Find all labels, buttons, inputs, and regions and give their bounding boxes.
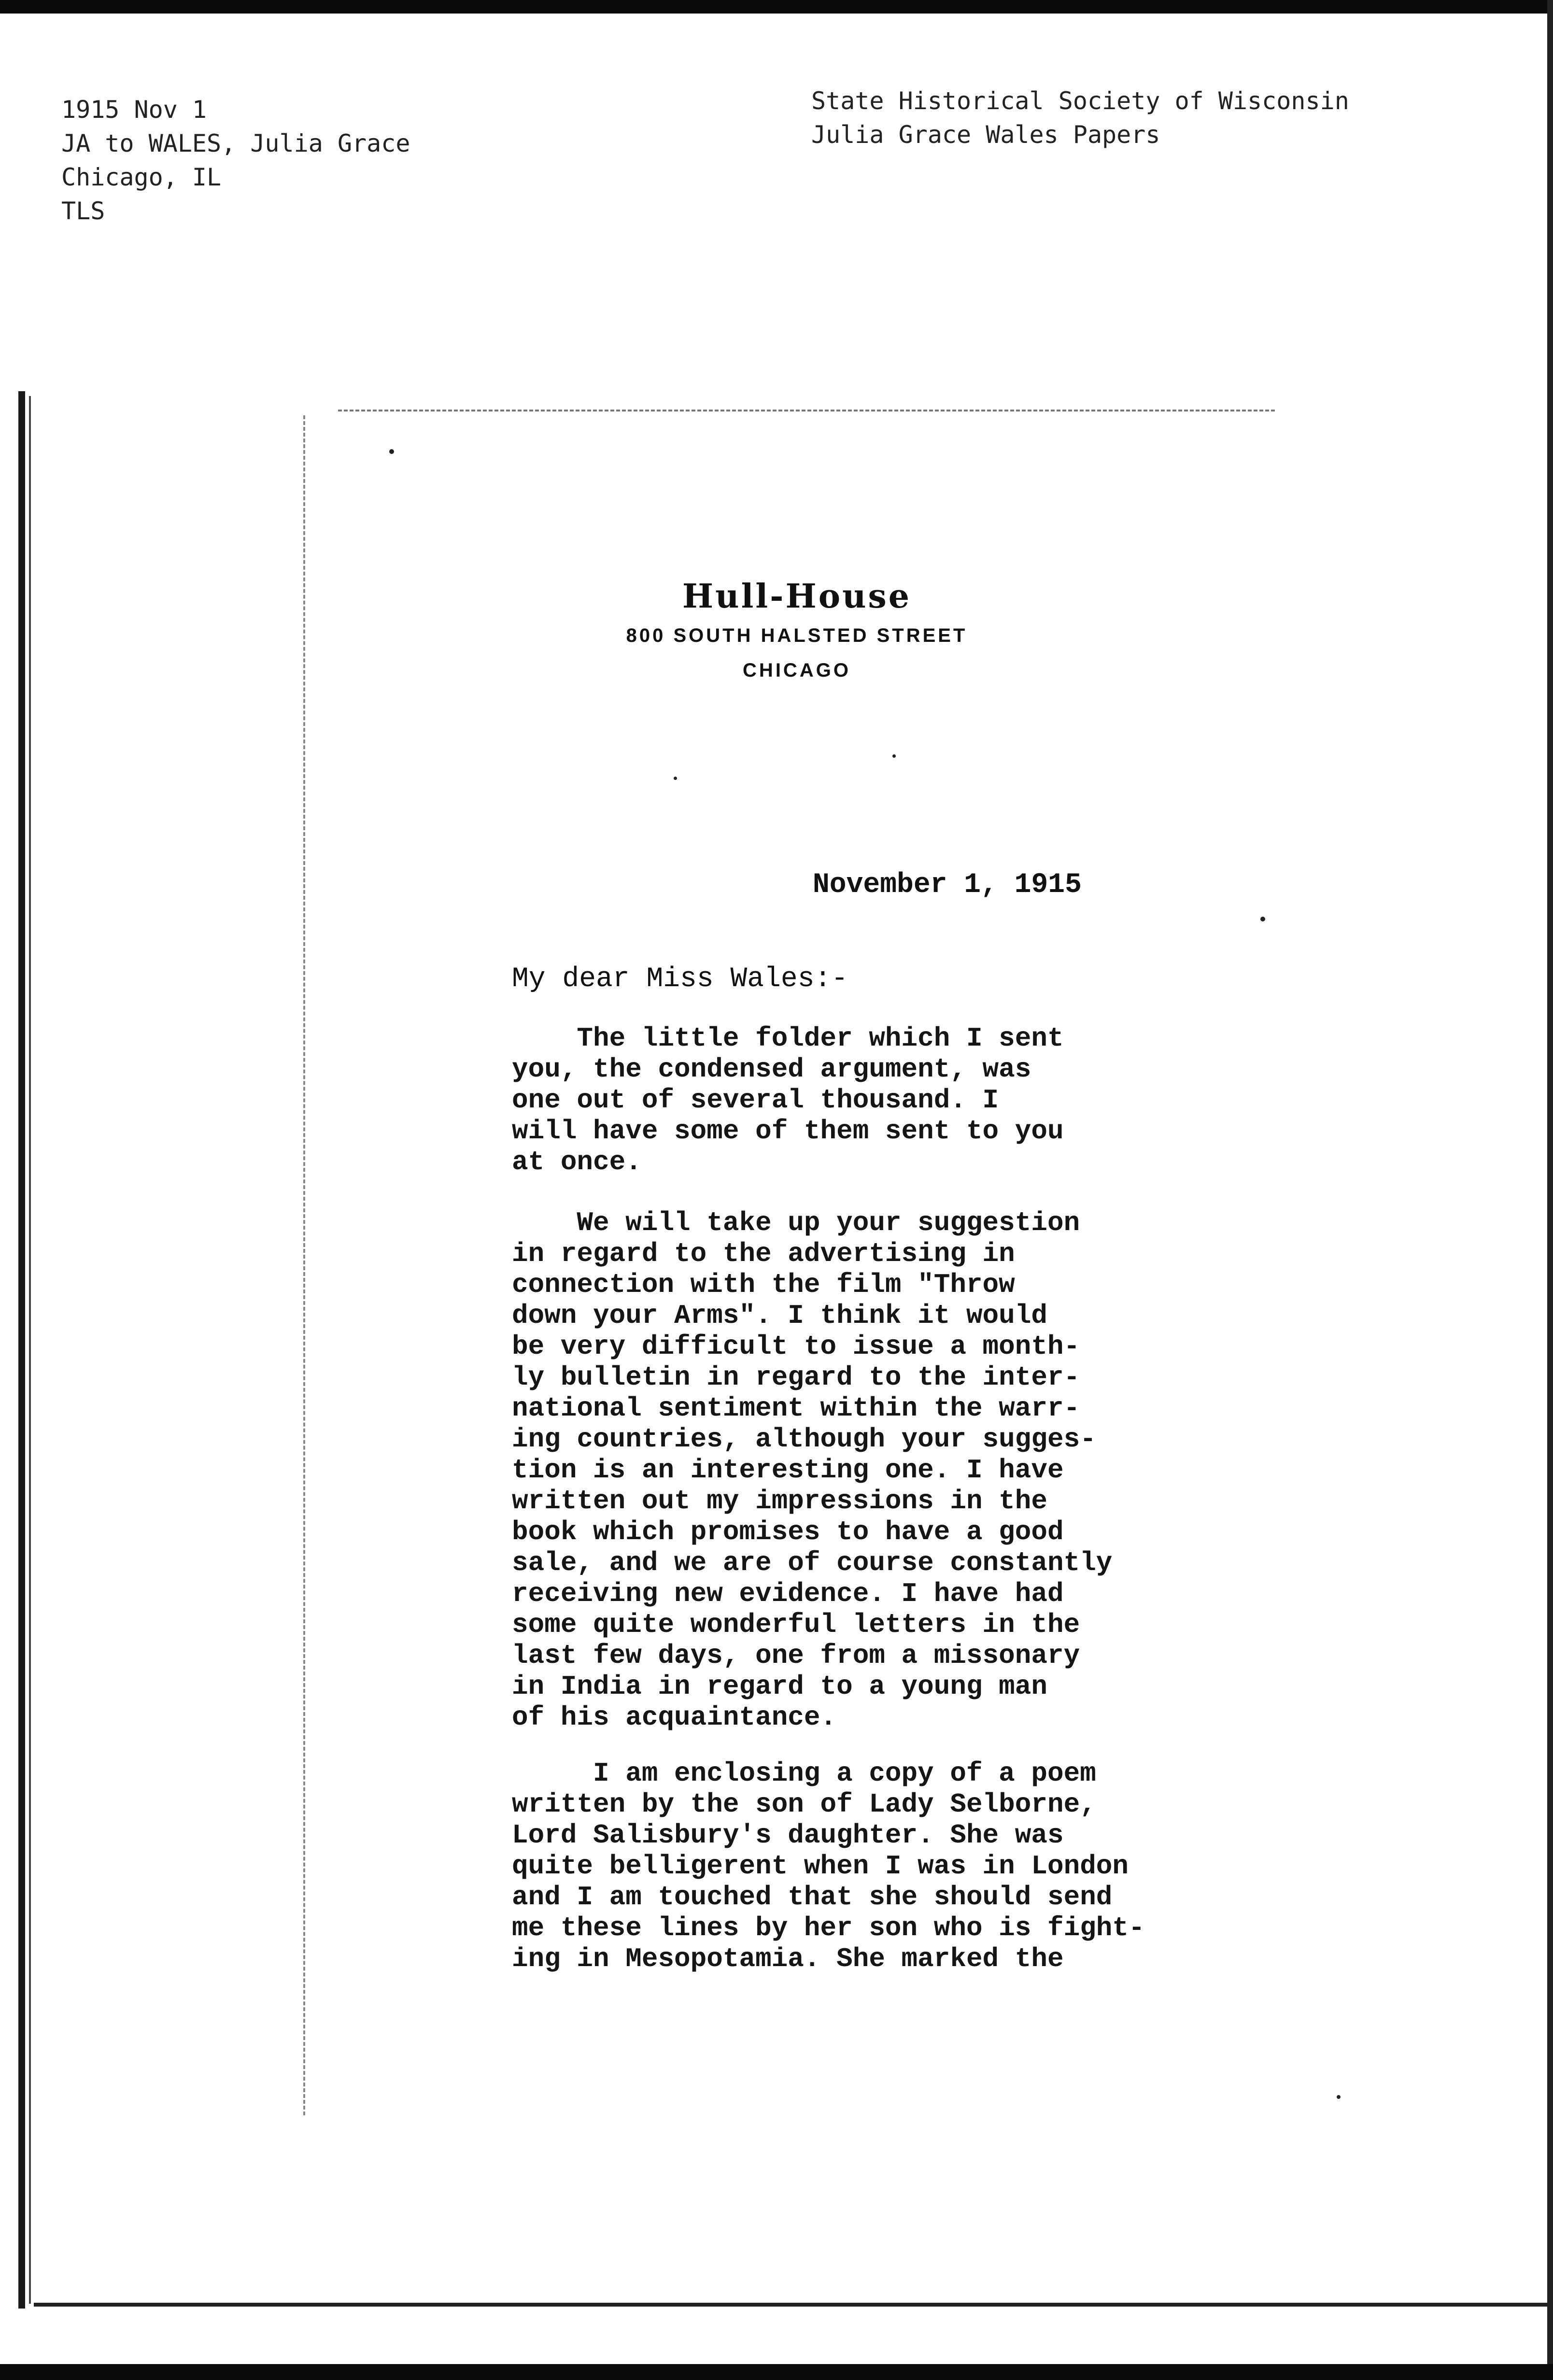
paragraph-line: I am enclosing a copy of a poem xyxy=(512,1758,1096,1789)
paragraph-line: book which promises to have a good xyxy=(512,1516,1064,1547)
archive-format: TLS xyxy=(61,197,105,225)
paragraph-line: one out of several thousand. I xyxy=(512,1085,999,1116)
page-bottom-edge-shadow xyxy=(34,2303,1553,2307)
paragraph-line: The little folder which I sent xyxy=(512,1023,1064,1054)
letterhead-city: CHICAGO xyxy=(743,660,851,681)
ink-speck xyxy=(674,777,677,780)
repository-label xyxy=(811,84,1349,152)
paragraph-line: last few days, one from a missonary xyxy=(512,1640,1080,1671)
letterhead-name: Hull-House xyxy=(682,577,912,616)
scan-right-border xyxy=(1547,0,1553,2380)
paragraph-line: tion is an interesting one. I have xyxy=(512,1455,1064,1486)
ink-speck xyxy=(1260,917,1265,921)
letter-salutation: My dear Miss Wales:- xyxy=(512,963,848,995)
paragraph-line: ly bulletin in regard to the inter- xyxy=(512,1362,1080,1393)
letter-left-fold-line xyxy=(303,415,305,2115)
paragraph-line: will have some of them sent to you xyxy=(512,1116,1064,1147)
scan-bottom-border xyxy=(0,2364,1553,2380)
paragraph-line: quite belligerent when I was in London xyxy=(512,1851,1129,1882)
paragraph-line: and I am touched that she should send xyxy=(512,1882,1113,1912)
ink-speck xyxy=(1337,2095,1341,2099)
archive-date: 1915 Nov 1 xyxy=(61,96,207,124)
paragraph-line: you, the condensed argument, was xyxy=(512,1054,1031,1085)
letterhead-street: 800 SOUTH HALSTED STREET xyxy=(626,625,968,646)
ink-speck xyxy=(892,754,896,758)
page-left-edge-shadow xyxy=(18,391,25,2309)
paragraph-line: some quite wonderful letters in the xyxy=(512,1609,1080,1640)
letter-top-fold-line xyxy=(338,410,1275,411)
paragraph-line: in India in regard to a young man xyxy=(512,1671,1047,1702)
paragraph-line: be very difficult to issue a month- xyxy=(512,1331,1080,1362)
letter-date: November 1, 1915 xyxy=(813,869,1082,901)
archive-place: Chicago, IL xyxy=(61,163,222,191)
paragraph-line: down your Arms". I think it would xyxy=(512,1300,1047,1331)
repository-collection: Julia Grace Wales Papers xyxy=(811,121,1160,149)
scan-top-border xyxy=(0,0,1553,14)
paragraph-line: receiving new evidence. I have had xyxy=(512,1578,1064,1609)
ink-speck xyxy=(389,449,394,454)
paragraph-line: written out my impressions in the xyxy=(512,1486,1047,1516)
paragraph-line: me these lines by her son who is fight- xyxy=(512,1912,1145,1943)
letter-paragraph-1 xyxy=(512,1023,1064,1177)
paragraph-line: connection with the film "Throw xyxy=(512,1269,1015,1300)
letter-paragraph-2 xyxy=(512,1207,1112,1733)
letter-paragraph-3 xyxy=(512,1758,1145,1974)
paragraph-line: of his acquaintance. xyxy=(512,1702,837,1733)
page-left-edge-line xyxy=(29,396,31,2304)
paragraph-line: We will take up your suggestion xyxy=(512,1207,1080,1238)
paragraph-line: ing in Mesopotamia. She marked the xyxy=(512,1943,1064,1974)
archive-label xyxy=(61,93,410,228)
paragraph-line: sale, and we are of course constantly xyxy=(512,1547,1113,1578)
paragraph-line: national sentiment within the warr- xyxy=(512,1393,1080,1424)
archive-correspondents: JA to WALES, Julia Grace xyxy=(61,129,410,157)
repository-institution: State Historical Society of Wisconsin xyxy=(811,87,1349,115)
paragraph-line: written by the son of Lady Selborne, xyxy=(512,1789,1096,1820)
paragraph-line: at once. xyxy=(512,1147,642,1177)
letterhead xyxy=(531,575,1062,688)
paragraph-line: in regard to the advertising in xyxy=(512,1238,1015,1269)
paragraph-line: ing countries, although your sugges- xyxy=(512,1424,1096,1455)
paragraph-line: Lord Salisbury's daughter. She was xyxy=(512,1820,1064,1851)
